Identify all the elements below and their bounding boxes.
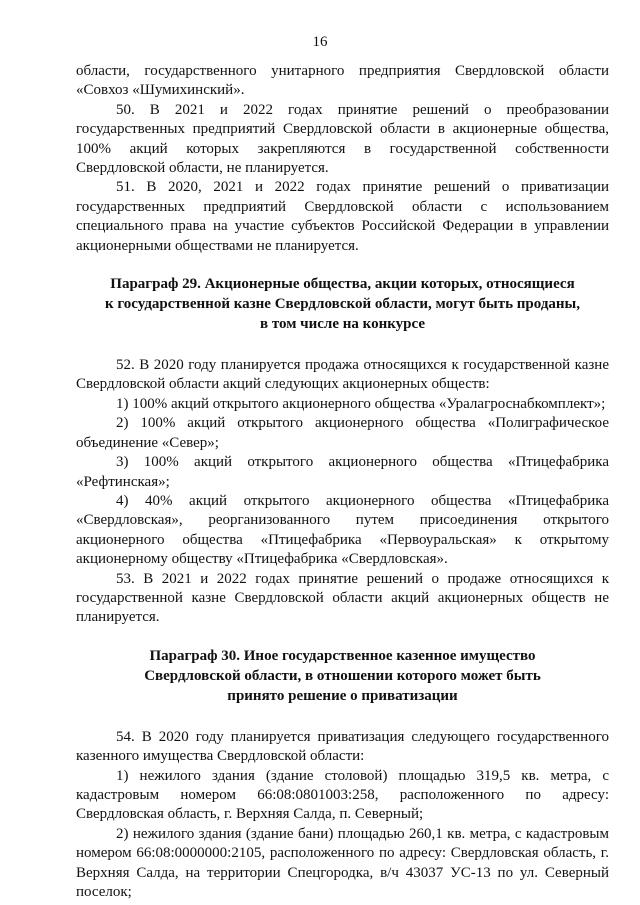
section-heading-line: Параграф 29. Акционерные общества, акции которых, относящиеся xyxy=(110,276,575,293)
paragraph: 3) 100% акций открытого акционерного общества «Птицефабрика «Рефтинская»; xyxy=(76,454,609,490)
section-heading xyxy=(76,646,609,706)
spacer xyxy=(76,334,609,356)
section-heading xyxy=(76,274,609,334)
paragraph: области, государственного унитарного предприятия Свердловской области «Совхоз «Шумихинский». xyxy=(76,63,609,99)
paragraph: 52. В 2020 году планируется продажа относящихся к государственной казне Свердловской области акций следующих акционерных обществ: xyxy=(76,357,609,393)
section-heading-line: Свердловской области, в отношении которого может быть xyxy=(144,667,541,684)
paragraph: 51. В 2020, 2021 и 2022 годах принятие решений о приватизации государственных предприятий Свердловской области с использованием специального права на участие субъектов Российской Федерации в управлении акционерными обществами не планируется. xyxy=(76,179,609,254)
paragraph: 4) 40% акций открытого акционерного общества «Птицефабрика «Свердловская», реорганизованного путем присоединения открытого акционерного общества «Птицефабрика «Первоуральская» к открытому акционерному обществу «Птицефабрика «Свердловская». xyxy=(76,492,609,568)
spacer xyxy=(76,256,609,274)
page-number: 16 xyxy=(312,34,328,50)
document-body xyxy=(76,62,609,902)
paragraph: 1) 100% акций открытого акционерного общества «Уралагроснабкомплект»; xyxy=(116,395,606,412)
section-heading-line: к государственной казне Свердловской области, могут быть проданы, xyxy=(104,296,581,313)
section-heading-line: Параграф 30. Иное государственное казенное имущество xyxy=(149,647,536,664)
paragraph: 1) нежилого здания (здание столовой) площадью 319,5 кв. метра, с кадастровым номером 66:08:0801003:258, расположенного по адресу: Свердловская область, г. Верхняя Салда, п. Северный; xyxy=(76,767,609,823)
section-heading-line: принято решение о приватизации xyxy=(227,687,458,704)
spacer xyxy=(76,628,609,646)
paragraph: 54. В 2020 году планируется приватизация следующего государственного казенного имущества Свердловской области: xyxy=(76,728,609,765)
paragraph: 50. В 2021 и 2022 годах принятие решений о преобразовании государственных предприятий Свердловской области в акционерные общества, 100% акций которых закрепляются в государственной собственности Свердловской области, не планируется. xyxy=(76,101,609,177)
spacer xyxy=(76,706,609,728)
paragraph: 53. В 2021 и 2022 годах принятие решений о продаже относящихся к государственной казне Свердловской области акций акционерных обществ не планируется. xyxy=(76,570,609,626)
section-heading-line: в том числе на конкурсе xyxy=(259,316,426,333)
paragraph: 2) нежилого здания (здание бани) площадью 260,1 кв. метра, с кадастровым номером 66:08:0000000:2105, расположенного по адресу: Свердловская область, г. Верхняя Салда, на территории Спецгородка, в/ч 43037 УС-13 по ул. Северный поселок; xyxy=(76,825,609,900)
paragraph: 2) 100% акций открытого акционерного общества «Полиграфическое объединение «Север»; xyxy=(76,415,609,451)
